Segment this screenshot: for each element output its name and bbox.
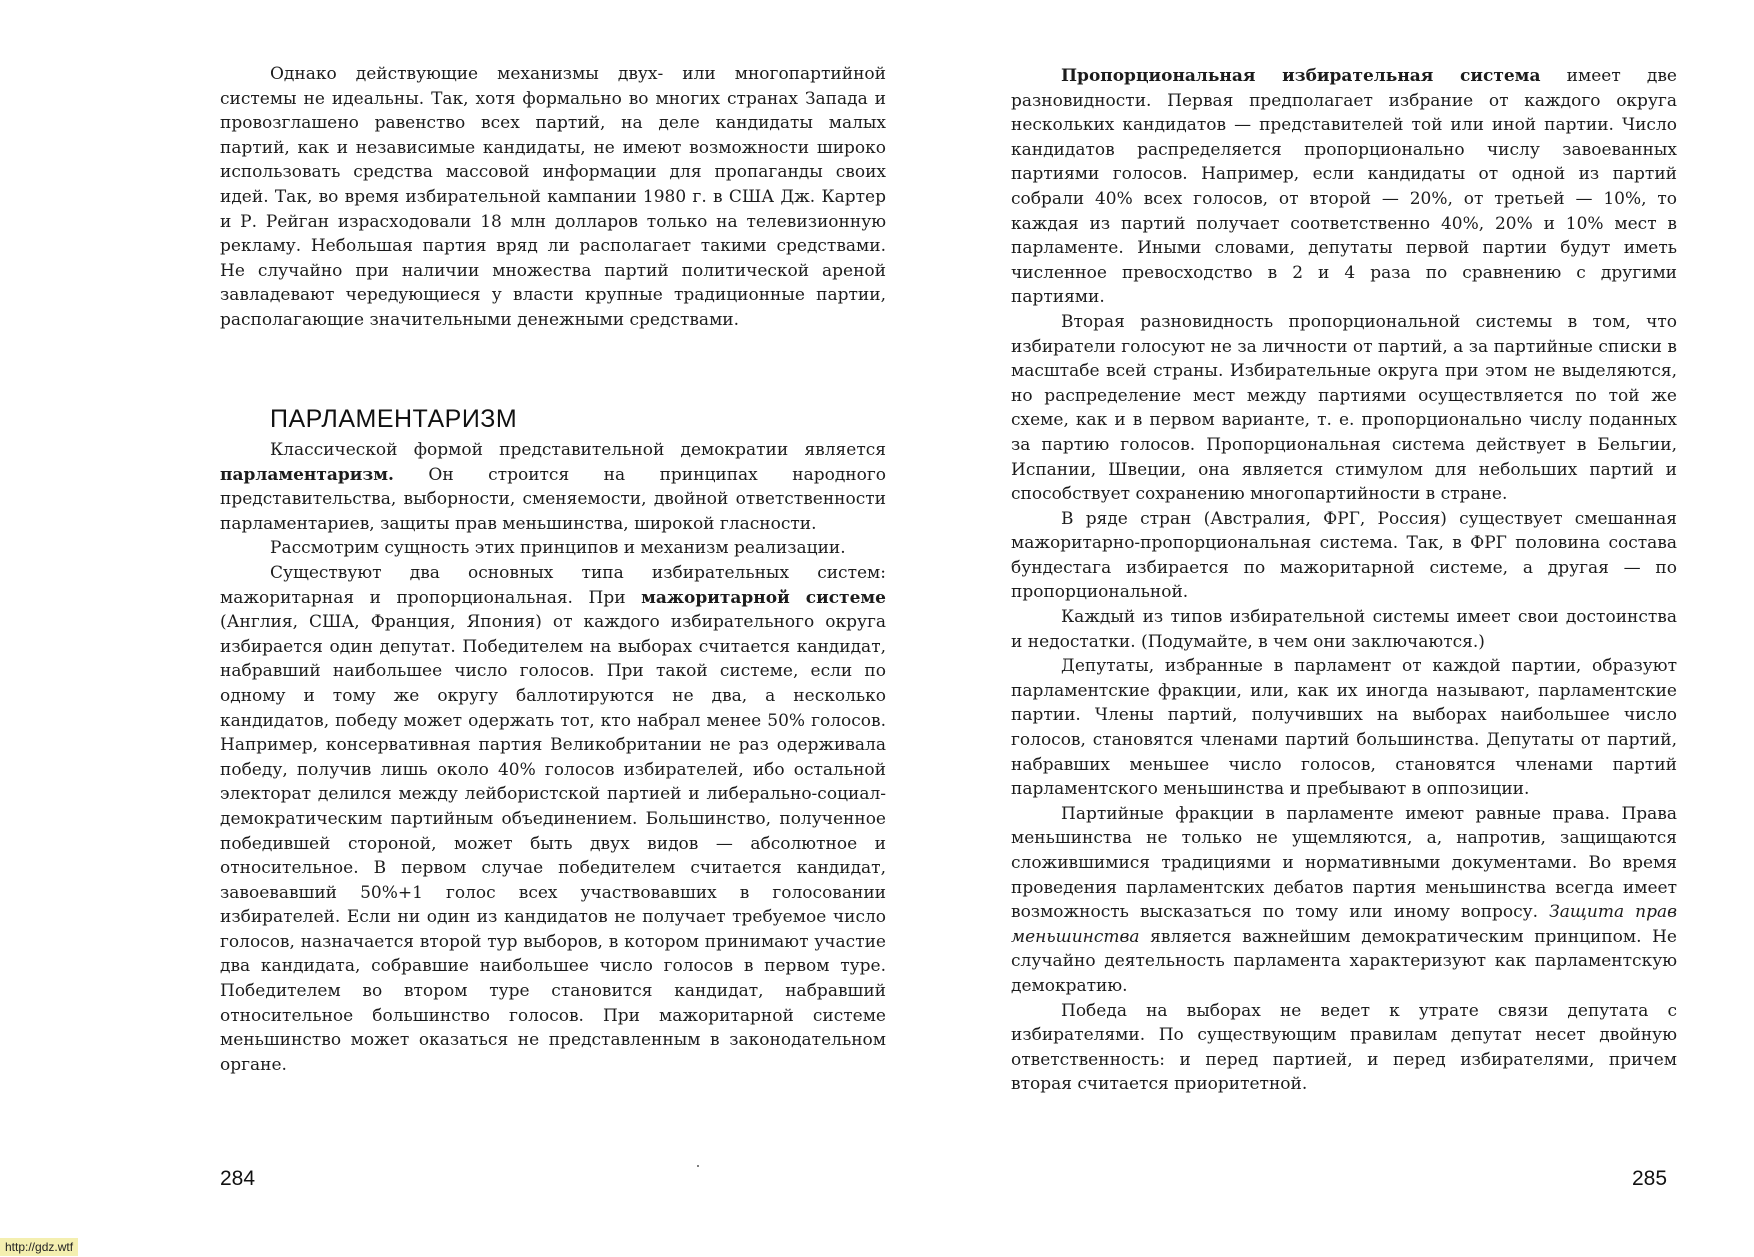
- page-number: 285: [1632, 1167, 1668, 1190]
- watermark-link[interactable]: http://gdz.wtf: [0, 1238, 78, 1256]
- paragraph: Каждый из типов избирательной системы имеет свои достоинства и недостатки. (Подумайте, в чем они заключаются.): [1011, 607, 1677, 652]
- scan-speck: [697, 1165, 699, 1167]
- paragraph: В ряде стран (Австралия, ФРГ, Россия) существует смешанная мажоритарно-пропорциональная система. Так, в ФРГ половина состава бундестага избирается по мажоритарной системе, а другая — по пропорциональной.: [1011, 508, 1677, 603]
- bold-term: парламентаризм.: [220, 464, 394, 485]
- paragraph: Партийные фракции в парламенте имеют равные права. Права меньшинства не только не ущемляются, а, напротив, защищаются сложившимися традициями и нормативными документами. Во время проведения парламентских дебатов партия меньшинства всегда имеет возможность высказаться по тому или иному вопросу. Защита прав меньшинства является важнейшим демократическим принципом. Не случайно деятельность парламента характеризуют как парламентскую демократию.: [1011, 803, 1677, 996]
- paragraph: Рассмотрим сущность этих принципов и механизм реализации.: [270, 538, 846, 559]
- paragraph: Классической формой представительной демократии является парламентаризм. Он строится на принципах народного представительства, выборности, сменяемости, двойной ответственности парламентариев, защиты прав меньшинства, широкой гласности.: [220, 440, 886, 534]
- italic-term: Защита прав меньшинства: [1011, 902, 1677, 947]
- paragraph: Пропорциональная избирательная система имеет две разновидности. Первая предполагает избрание от каждого округа нескольких кандидатов — представителей той или иной партии. Число кандидатов распределяется пропорционально числу завоеванных партиями голосов. Например, если кандидаты от одной из партий собрали 40% всех голосов, от второй — 20%, от третьей — 10%, то каждая из партий получает соответственно 40%, 20% и 10% мест в парламенте. Иными словами, депутаты первой партии будут иметь численное превосходство в 2 и 4 раза по сравнению с другими партиями.: [1011, 66, 1677, 308]
- paragraph: Депутаты, избранные в парламент от каждой партии, образуют парламентские фракции, или, как их иногда называют, парламентские партии. Члены партий, получивших на выборах наибольшее число голосов, становятся членами партий большинства. Депутаты от партий, набравших меньшее число голосов, становятся членами партий парламентского меньшинства и пребывают в оппозиции.: [1011, 656, 1677, 800]
- paragraph: Вторая разновидность пропорциональной системы в том, что избиратели голосуют не за личности от партий, а за партийные списки в масштабе всей страны. Избирательные округа при этом не выделяются, но распределение мест между партиями осуществляется по той же схеме, как и в первом варианте, т. е. пропорционально числу поданных за партию голосов. Пропорциональная система действует в Бельгии, Испании, Швеции, она является стимулом для небольших партий и способствует сохранению многопартийности в стране.: [1011, 311, 1677, 505]
- bold-term: Пропорциональная избирательная система: [1061, 66, 1541, 86]
- right-page: [877, 0, 1754, 1257]
- bold-term: мажоритарной системе: [641, 587, 886, 608]
- right-text: [1011, 64, 1677, 1097]
- left-upper-text: [220, 62, 886, 333]
- paragraph: Существуют два основных типа избирательных систем: мажоритарная и пропорциональная. При мажоритарной системе (Англия, США, Франция, Япония) от каждого избирательного округа избирается один депутат. Победителем на выборах считается кандидат, набравший наибольшее число голосов. При такой системе, если по одному и тому же округу баллотируются не два, а несколько кандидатов, победу может одержать тот, кто набрал менее 50% голосов. Например, консервативная партия Великобритании не раз одерживала победу, получив лишь около 40% голосов избирателей, ибо остальной электорат делился между лейбористской партией и либерально-социал-демократическим партийным объединением. Большинство, полученное победившей стороной, может быть двух видов — абсолютное и относительное. В первом случае победителем считается кандидат, завоевавший 50%+1 голос всех участвовавших в голосовании избирателей. Если ни один из кандидатов не получает требуемое число голосов, назначается второй тур выборов, в котором принимают участие два кандидата, собравшие наибольшее число голосов в первом туре. Победителем во втором туре становится кандидат, набравший относительное большинство голосов. При мажоритарной системе меньшинство может оказаться не представленным в законодательном органе.: [220, 562, 886, 1075]
- section-heading: ПАРЛАМЕНТАРИЗМ: [270, 405, 518, 433]
- intro-paragraph: Однако действующие механизмы двух- или многопартийной системы не идеальны. Так, хотя формально во многих странах Запада и провозглашено равенство всех партий, на деле кандидаты малых партий, как и независимые кандидаты, не имеют возможности широко использовать средства массовой информации для пропаганды своих идей. Так, во время избирательной кампании 1980 г. в США Дж. Картер и Р. Рейган израсходовали 18 млн долларов только на телевизионную рекламу. Небольшая партия вряд ли располагает такими средствами. Не случайно при наличии множества партий политической ареной завладевают чередующиеся у власти крупные традиционные партии, располагающие значительными денежными средствами.: [220, 64, 886, 330]
- paragraph: Победа на выборах не ведет к утрате связи депутата с избирателями. По существующим правилам депутат несет двойную ответственность: и перед партией, и перед избирателями, причем вторая считается приоритетной.: [1011, 1000, 1677, 1095]
- left-lower-text: [220, 438, 886, 1077]
- page-number: 284: [220, 1167, 256, 1190]
